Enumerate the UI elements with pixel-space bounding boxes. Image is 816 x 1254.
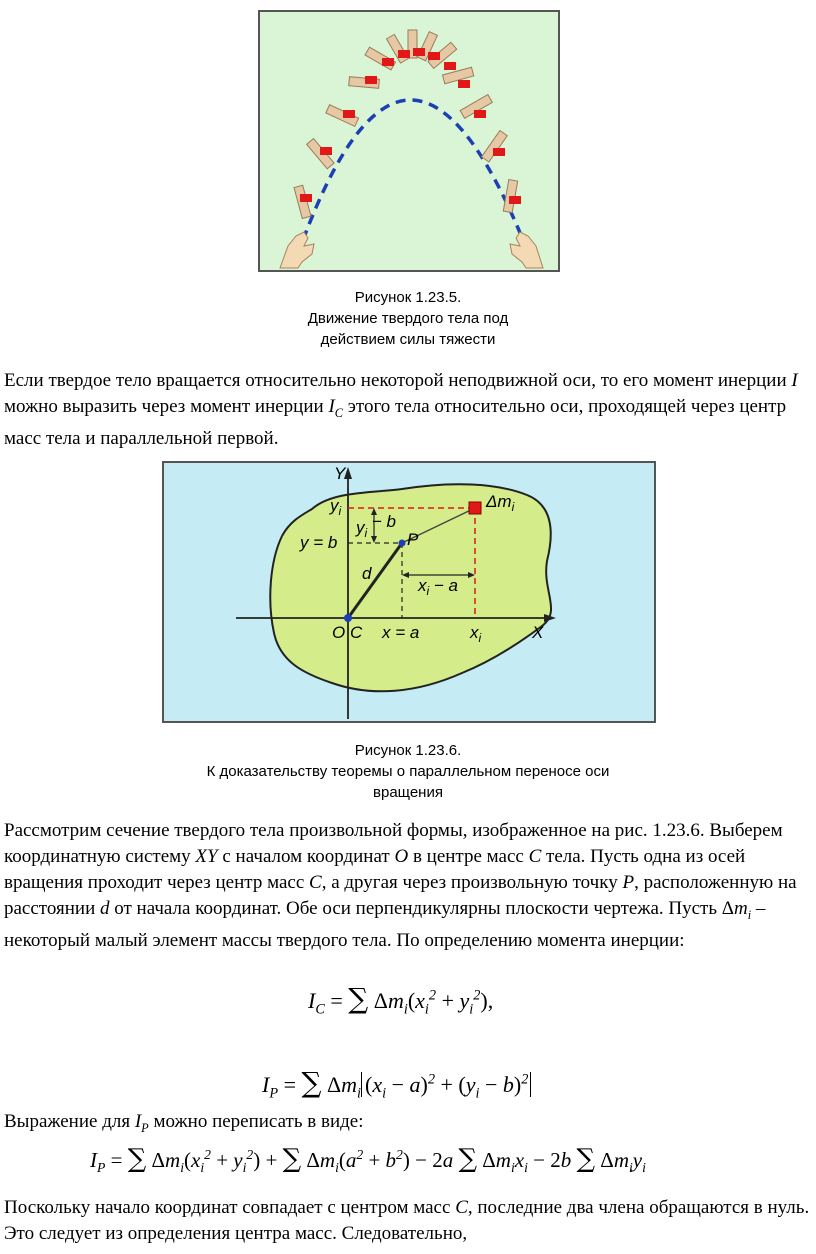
- figure1-caption-line1: Рисунок 1.23.5.: [354, 289, 462, 306]
- label-O: O: [332, 623, 346, 642]
- symbol-IC: I: [328, 396, 335, 417]
- symbol-I: I: [791, 370, 798, 391]
- label-d: d: [362, 564, 372, 583]
- formula-IP-expanded: $I_P$ = ∑ $\Delta m_i(x_i^2 + y_i^2)$ + ∑ $\Delta m_i(a^2 + b^2) - 2a$ ∑ $\Delta m_ix_i - 2b$ ∑ $\Delta m_iy_i$: [90, 1144, 646, 1176]
- formula-IC: $I_C$ = ∑ $\Delta m_i(x_i^2 + y_i^2)$,: [308, 982, 494, 1018]
- paragraph-conclusion: Поскольку начало координат совпадает с центром масс C, последние два члена обращаются в нуль. Это следует из определения центра масс. Следовательно,: [4, 1197, 810, 1244]
- figure2-caption-line3: вращения: [373, 784, 443, 801]
- label-yi: $y_i$: [330, 496, 342, 518]
- figure-rigid-body-motion-drawing: [258, 10, 560, 272]
- label-y-eq-b: y = b: [300, 533, 338, 552]
- paragraph-rewrite: Выражение для $I_P$ можно переписать в виде:: [4, 1111, 364, 1135]
- figure2-caption-line1: Рисунок 1.23.6.: [354, 742, 462, 759]
- label-xi-minus-a: $x_i - a$: [418, 576, 459, 598]
- label-dm-i: $\Delta m_i$: [486, 492, 515, 514]
- formula-IP: $I_P$ = ∑ $\Delta m_i$ $(x_i - a)^2 + (y_i - b)^2$: [262, 1066, 531, 1102]
- figure-rigid-body-motion: [258, 10, 560, 272]
- label-axis-x: X: [532, 623, 544, 642]
- paragraph-intro: Если твердое тело вращается относительно некоторой неподвижной оси, то его момент инерции I можно выразить через момент инерции $I_C$ этого тела относительно оси, проходящей через центр масс тела и параллельной первой.: [4, 370, 798, 449]
- figure-parallel-axis-drawing: [162, 461, 656, 723]
- figure1-caption-line3: действием силы тяжести: [320, 331, 496, 348]
- figure2-caption-line2: К доказательству теоремы о параллельном переносе оси: [206, 763, 610, 780]
- figure2-caption: [0, 740, 816, 803]
- label-C: C: [350, 623, 363, 642]
- figure1-caption-line2: Движение твердого тела под: [307, 310, 509, 327]
- label-xi: $x_i$: [470, 623, 482, 645]
- label-yi-minus-b: $y_i - b$: [356, 512, 397, 540]
- paragraph-section-setup: Рассмотрим сечение твердого тела произвольной формы, изображенное на рис. 1.23.6. Выберем координатную систему XY с началом координат O в центре масс C тела. Пусть одна из осей вращения проходит через центр масс C, а другая через произвольную точку P, расположенную на расстоянии d от начала координат. Обе оси перпендикулярны плоскости чертежа. Пусть $\Delta m_i$ – некоторый малый элемент массы твердого тела. По определению момента инерции:: [4, 820, 797, 951]
- label-axis-y: Y: [334, 464, 346, 483]
- label-P: P: [407, 530, 419, 549]
- figure1-caption: [0, 287, 816, 350]
- figure-parallel-axis: [162, 461, 656, 723]
- label-x-eq-a: x = a: [382, 623, 420, 642]
